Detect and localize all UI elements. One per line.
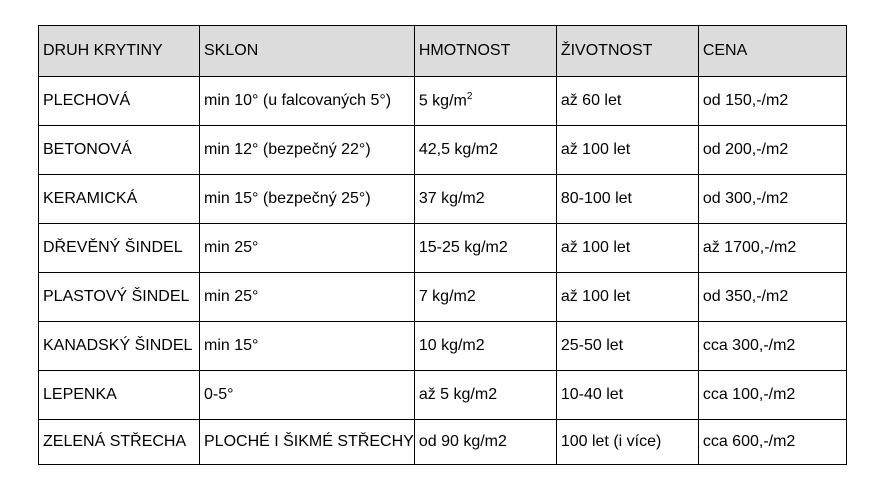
cell-cena: cca 300,-/m2: [698, 322, 846, 371]
roofing-comparison-table: [38, 25, 847, 465]
table-row: [39, 371, 847, 420]
table-row: [39, 126, 847, 175]
header-cena: CENA: [698, 26, 846, 77]
cell-druh: BETONOVÁ: [39, 126, 200, 175]
cell-zivotnost: až 100 let: [556, 273, 698, 322]
table-row: [39, 273, 847, 322]
table-row: [39, 77, 847, 126]
cell-sklon: min 10° (u falcovaných 5°): [200, 77, 415, 126]
cell-hmotnost: až 5 kg/m2: [414, 371, 556, 420]
table-row: [39, 420, 847, 465]
cell-druh: DŘEVĚNÝ ŠINDEL: [39, 224, 200, 273]
cell-hmotnost: 42,5 kg/m2: [414, 126, 556, 175]
cell-hmotnost: [414, 77, 556, 126]
cell-cena: od 150,-/m2: [698, 77, 846, 126]
cell-hmotnost: 7 kg/m2: [414, 273, 556, 322]
cell-zivotnost: 80-100 let: [556, 175, 698, 224]
table-row: [39, 224, 847, 273]
table-header-row: [39, 26, 847, 77]
cell-hmotnost-superscript: 2: [466, 91, 473, 103]
cell-druh: KANADSKÝ ŠINDEL: [39, 322, 200, 371]
cell-hmotnost: 37 kg/m2: [414, 175, 556, 224]
cell-druh: PLASTOVÝ ŠINDEL: [39, 273, 200, 322]
cell-zivotnost: 25-50 let: [556, 322, 698, 371]
cell-sklon: min 15°: [200, 322, 415, 371]
cell-hmotnost: 10 kg/m2: [414, 322, 556, 371]
table-row: [39, 175, 847, 224]
cell-zivotnost: až 100 let: [556, 224, 698, 273]
cell-druh: ZELENÁ STŘECHA: [39, 420, 200, 465]
cell-cena: od 350,-/m2: [698, 273, 846, 322]
cell-cena: od 300,-/m2: [698, 175, 846, 224]
table-row: [39, 322, 847, 371]
cell-druh: LEPENKA: [39, 371, 200, 420]
header-hmotnost: HMOTNOST: [414, 26, 556, 77]
cell-sklon: 0-5°: [200, 371, 415, 420]
cell-sklon: min 15° (bezpečný 25°): [200, 175, 415, 224]
cell-sklon: min 12° (bezpečný 22°): [200, 126, 415, 175]
cell-zivotnost: 10-40 let: [556, 371, 698, 420]
cell-druh: PLECHOVÁ: [39, 77, 200, 126]
cell-cena: až 1700,-/m2: [698, 224, 846, 273]
cell-zivotnost: až 60 let: [556, 77, 698, 126]
cell-druh: KERAMICKÁ: [39, 175, 200, 224]
cell-hmotnost: 15-25 kg/m2: [414, 224, 556, 273]
header-zivotnost: ŽIVOTNOST: [556, 26, 698, 77]
cell-cena: cca 600,-/m2: [698, 420, 846, 465]
cell-zivotnost: 100 let (i více): [556, 420, 698, 465]
cell-hmotnost: od 90 kg/m2: [414, 420, 556, 465]
cell-sklon: PLOCHÉ I ŠIKMÉ STŘECHY: [200, 420, 415, 465]
cell-zivotnost: až 100 let: [556, 126, 698, 175]
header-sklon: SKLON: [200, 26, 415, 77]
cell-cena: cca 100,-/m2: [698, 371, 846, 420]
cell-hmotnost-value: 5 kg/m: [418, 92, 467, 110]
cell-sklon: min 25°: [200, 273, 415, 322]
cell-sklon: min 25°: [200, 224, 415, 273]
header-druh-krytiny: DRUH KRYTINY: [39, 26, 200, 77]
cell-cena: od 200,-/m2: [698, 126, 846, 175]
